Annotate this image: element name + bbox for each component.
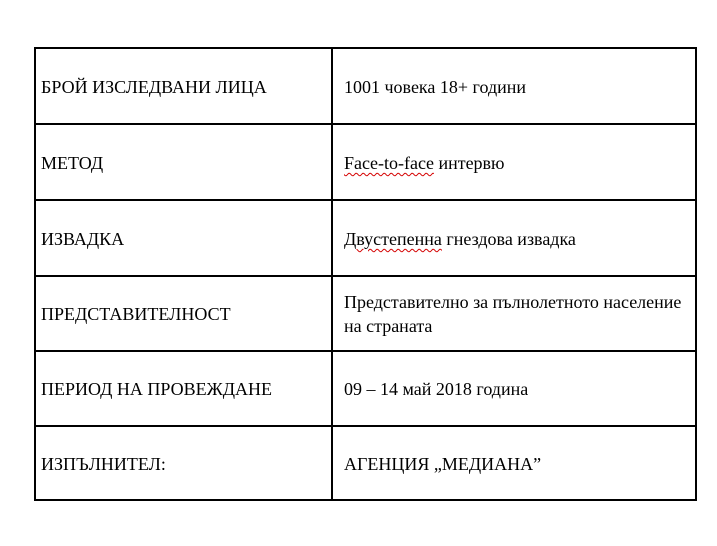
row-label — [36, 49, 333, 123]
row-value-text: интервю — [433, 153, 505, 173]
table-row-sample — [36, 201, 695, 277]
row-label — [36, 201, 333, 275]
row-label-text: БРОЙ ИЗСЛЕДВАНИ ЛИЦА — [41, 77, 267, 97]
row-value — [333, 125, 697, 199]
table-row-method — [36, 125, 695, 201]
row-label — [36, 426, 333, 499]
row-label — [36, 351, 333, 425]
row-label-text: ПЕРИОД НА ПРОВЕЖДАНЕ — [41, 379, 273, 399]
spellcheck-marked-word: Двустепенна — [344, 229, 442, 249]
table-row-representativeness — [36, 276, 695, 352]
table-row-period — [36, 351, 695, 427]
row-value-text: Представително за пълнолетното население на страната — [344, 292, 682, 336]
row-value-text: 1001 човека 18+ години — [344, 77, 527, 97]
row-label-text: ИЗВАДКА — [41, 229, 125, 249]
row-value — [333, 49, 697, 123]
row-value-text: АГЕНЦИЯ „МЕДИАНА” — [344, 453, 542, 474]
row-label — [36, 276, 333, 350]
row-value-text: гнездова извадка — [441, 229, 576, 249]
row-value — [333, 276, 697, 350]
row-value — [333, 201, 697, 275]
row-label-text: ПРЕДСТАВИТЕЛНОСТ — [41, 304, 231, 324]
row-label-text: МЕТОД — [41, 153, 104, 173]
row-value-text: 09 – 14 май 2018 година — [344, 379, 529, 399]
table-row-contractor — [36, 426, 695, 499]
row-value — [333, 351, 697, 425]
survey-info-table — [34, 47, 697, 501]
row-value — [333, 426, 697, 499]
row-label — [36, 125, 333, 199]
spellcheck-marked-word: Face-to-face — [344, 153, 434, 173]
row-label-text: ИЗПЪЛНИТЕЛ: — [41, 453, 166, 474]
table-row-sample-size — [36, 49, 695, 125]
